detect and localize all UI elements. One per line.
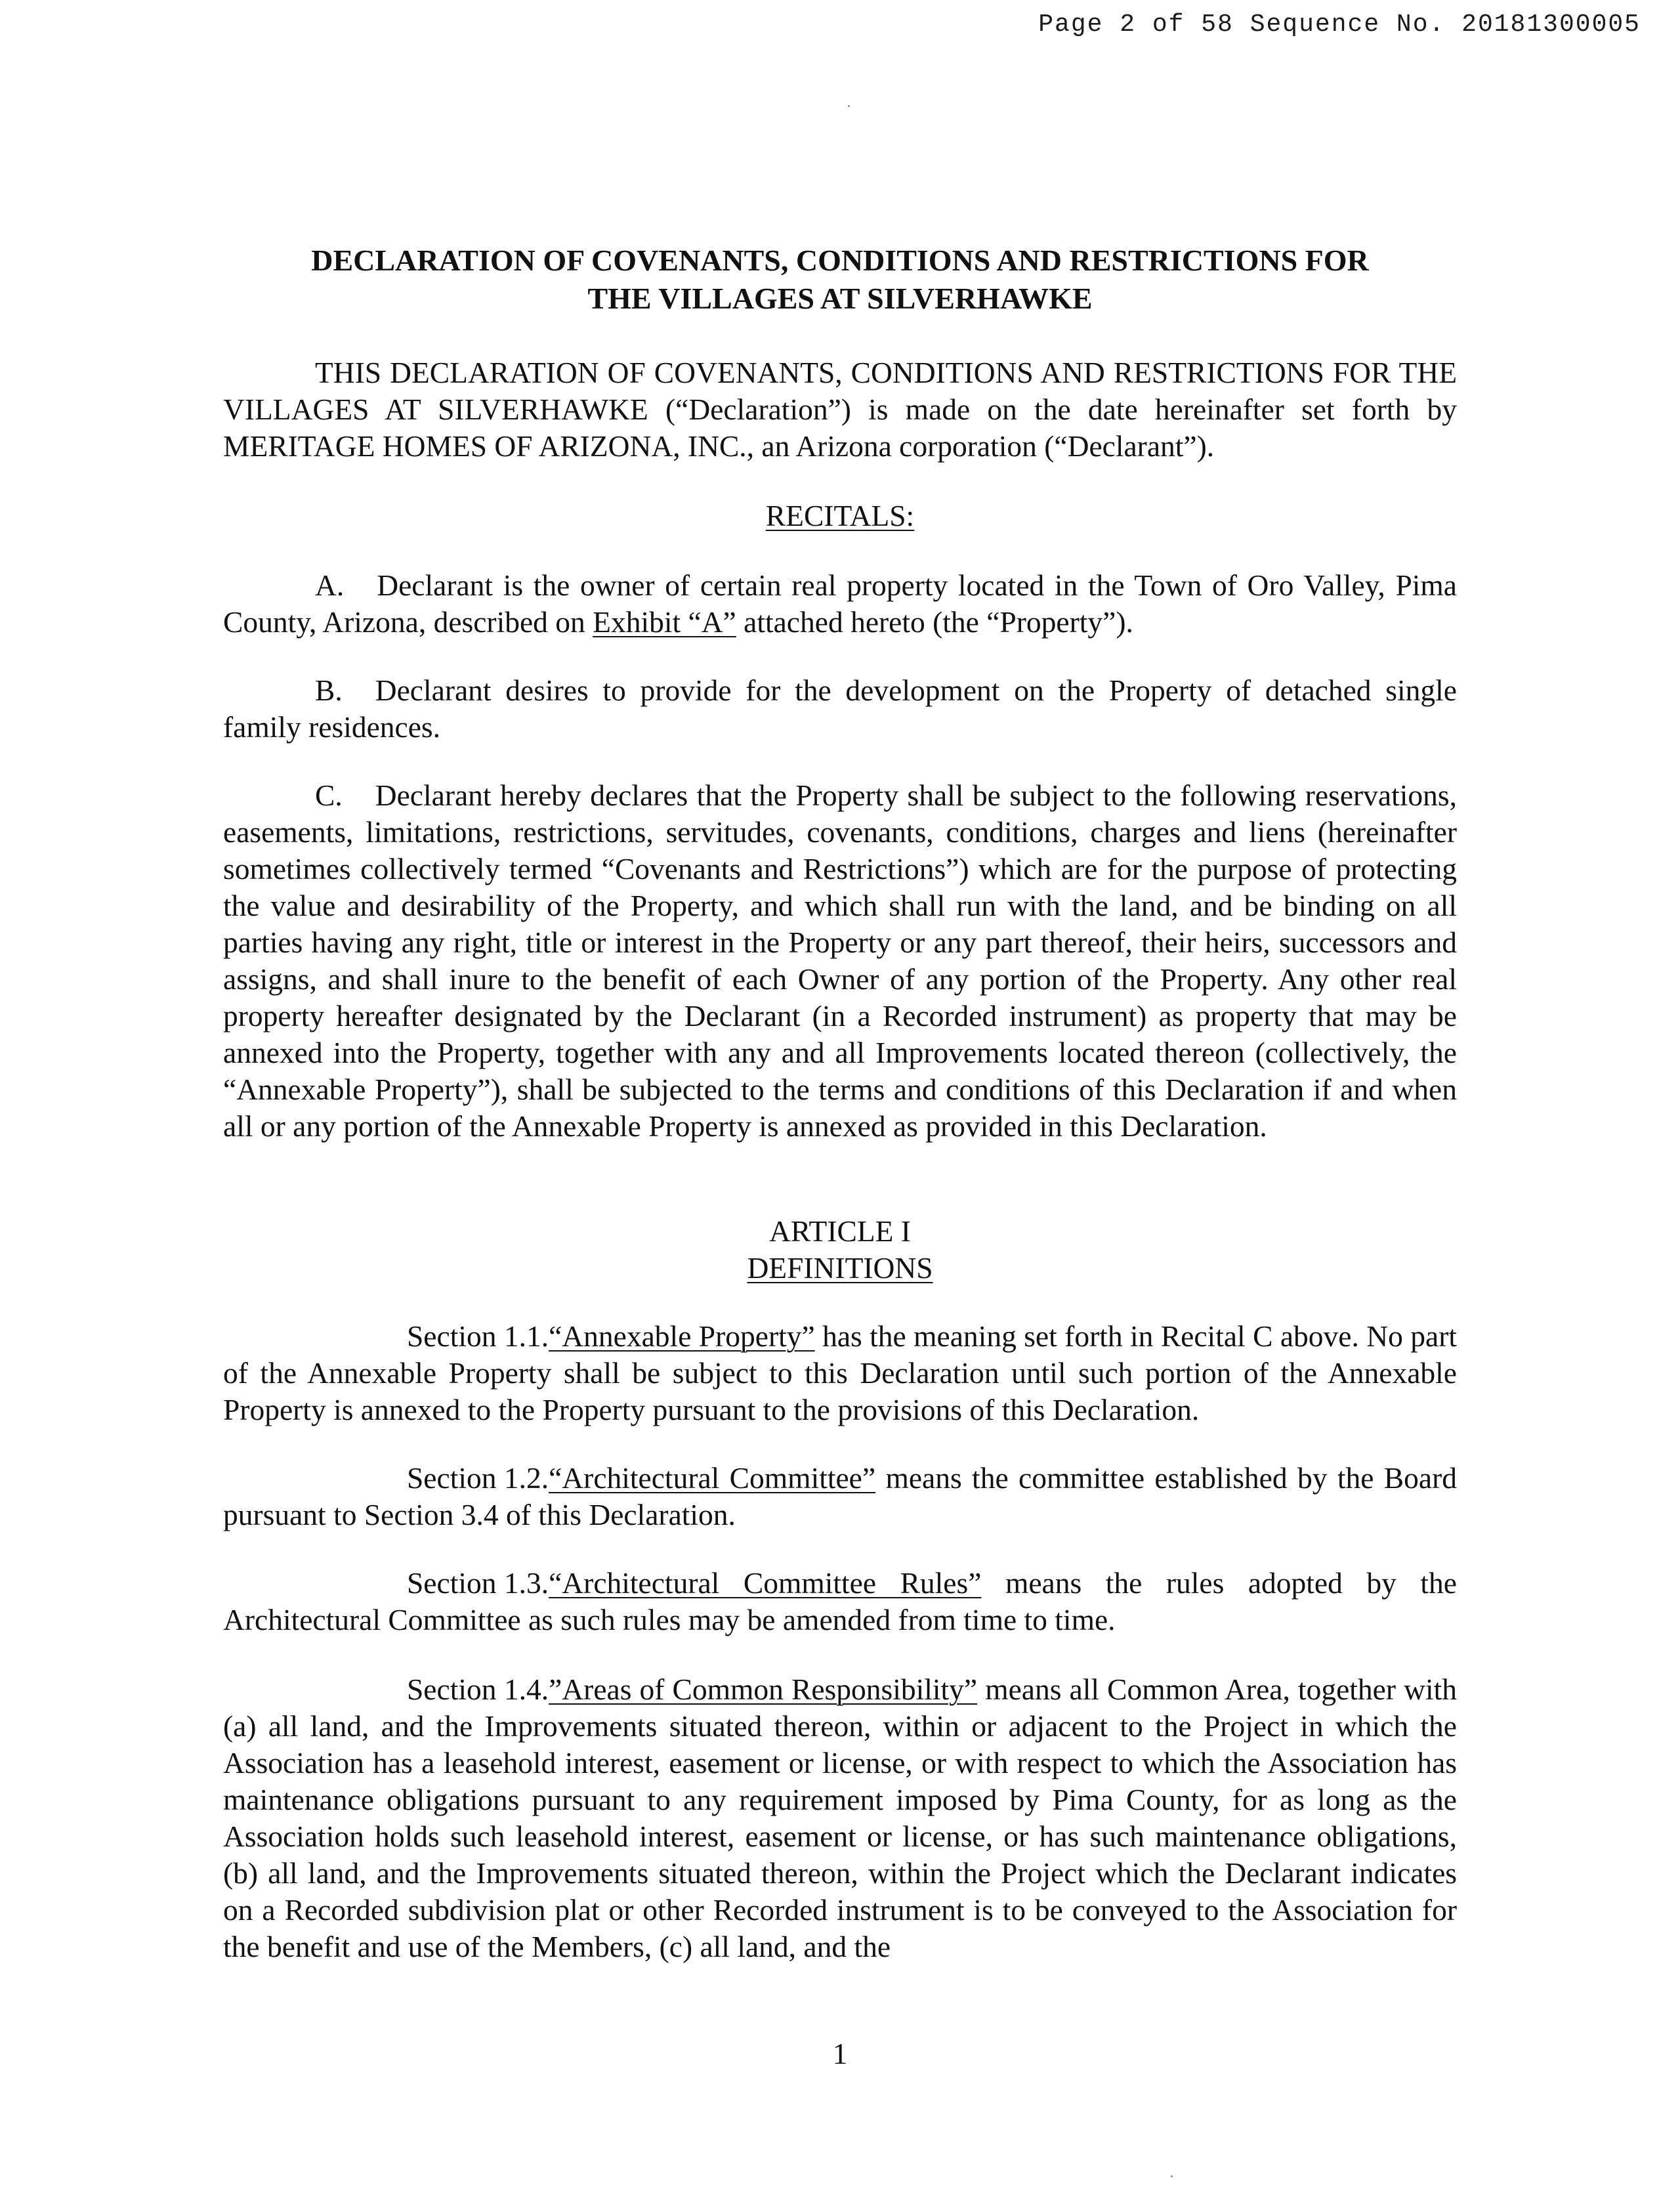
section-1-3 [223,1565,1457,1638]
section-1-2 [223,1460,1457,1533]
title-line-1: DECLARATION OF COVENANTS, CONDITIONS AND RESTRICTIONS FOR [311,244,1369,277]
recital-a [223,567,1457,641]
section-1-1 [223,1318,1457,1428]
page-number: 1 [832,2037,848,2070]
section-1-1-term: “Annexable Property” [549,1319,815,1353]
recital-b [223,672,1457,746]
recital-b-label: B. [315,673,343,707]
scan-speck [1171,2175,1173,2177]
title-line-2: THE VILLAGES AT SILVERHAWKE [587,282,1093,315]
recital-c-label: C. [315,778,343,812]
intro-paragraph: THIS DECLARATION OF COVENANTS, CONDITIONS AND RESTRICTIONS FOR THE VILLAGES AT SILVERHAWKE (“Declaration”) is made on the date hereinafter set forth by MERITAGE HOMES OF ARIZONA, INC., an Arizona corporation (“Declarant”). [223,356,1457,463]
section-1-1-text: has the meaning set forth in Recital C above. No part of the Annexable Property shall be subject to this Declaration until such portion of the Annexable Property is annexed to the Property pursuant to the provisions of this Declaration. [223,1319,1458,1426]
recital-a-text-before: Declarant is the owner of certain real property located in the Town of Oro Valley, Pima County, Arizona, described on [223,568,1457,639]
recital-b-text: Declarant desires to provide for the development on the Property of detached single family residences. [223,673,1457,744]
recital-c [223,777,1457,1145]
section-1-3-text: means the rules adopted by the Architectural Committee as such rules may be amended from time to time. [223,1566,1457,1636]
recording-stamp: Page 2 of 58 Sequence No. 20181300005 [1038,11,1641,39]
document-title [223,242,1457,318]
article-number: ARTICLE I [769,1214,911,1248]
recitals-heading: RECITALS: [765,499,915,532]
section-1-4-label: Section 1.4. [407,1673,549,1706]
scan-speck [848,105,850,107]
recitals-heading-block [223,498,1457,534]
exhibit-a-reference: Exhibit “A” [593,605,736,639]
intro-block [223,354,1457,465]
recital-c-text: Declarant hereby declares that the Property shall be subject to the following reservations, easements, limitations, restrictions, servitudes, covenants, conditions, charges and liens (hereinafter sometimes collectively termed “Covenants and Restrictions”) which are for the purpose of protecting the value and desirability of the Property, and which shall run with the land, and be binding on all parties having any right, title or interest in the Property or any part thereof, their heirs, successors and assigns, and shall inure to the benefit of each Owner of any portion of the Property. Any other real property hereafter designated by the Declarant (in a Recorded instrument) as property that may be annexed into the Property, together with any and all Improvements located thereon (collectively, the “Annexable Property”), shall be subjected to the terms and conditions of this Declaration if and when all or any portion of the Annexable Property is annexed as provided in this Declaration. [223,778,1457,1143]
section-1-3-term: “Architectural Committee Rules” [549,1566,982,1600]
recital-a-label: A. [315,568,345,602]
section-1-3-label: Section 1.3. [407,1566,549,1600]
article-name: DEFINITIONS [747,1251,933,1285]
section-1-4-term: ”Areas of Common Responsibility” [549,1673,978,1706]
recital-a-text-after: attached hereto (the “Property”). [736,605,1133,639]
section-1-4-text: means all Common Area, together with (a) all land, and the Improvements situated thereon, within or adjacent to the Project in which the Association has a leasehold interest, easement or license, or with respect to which the Association has maintenance obligations pursuant to any requirement imposed by Pima County, for as long as the Association holds such leasehold interest, easement or license, or has such maintenance obligations, (b) all land, and the Improvements situated thereon, within the Project which the Declarant indicates on a Recorded subdivision plat or other Recorded instrument is to be conveyed to the Association for the benefit and use of the Members, (c) all land, and the [223,1673,1457,1963]
article-heading [223,1213,1457,1287]
section-1-2-term: “Architectural Committee” [549,1461,876,1495]
section-1-4 [223,1671,1457,1965]
section-1-1-label: Section 1.1. [407,1319,549,1353]
section-1-2-label: Section 1.2. [407,1461,549,1495]
section-1-2-text: means the committee established by the Board pursuant to Section 3.4 of this Declaration. [223,1461,1457,1531]
